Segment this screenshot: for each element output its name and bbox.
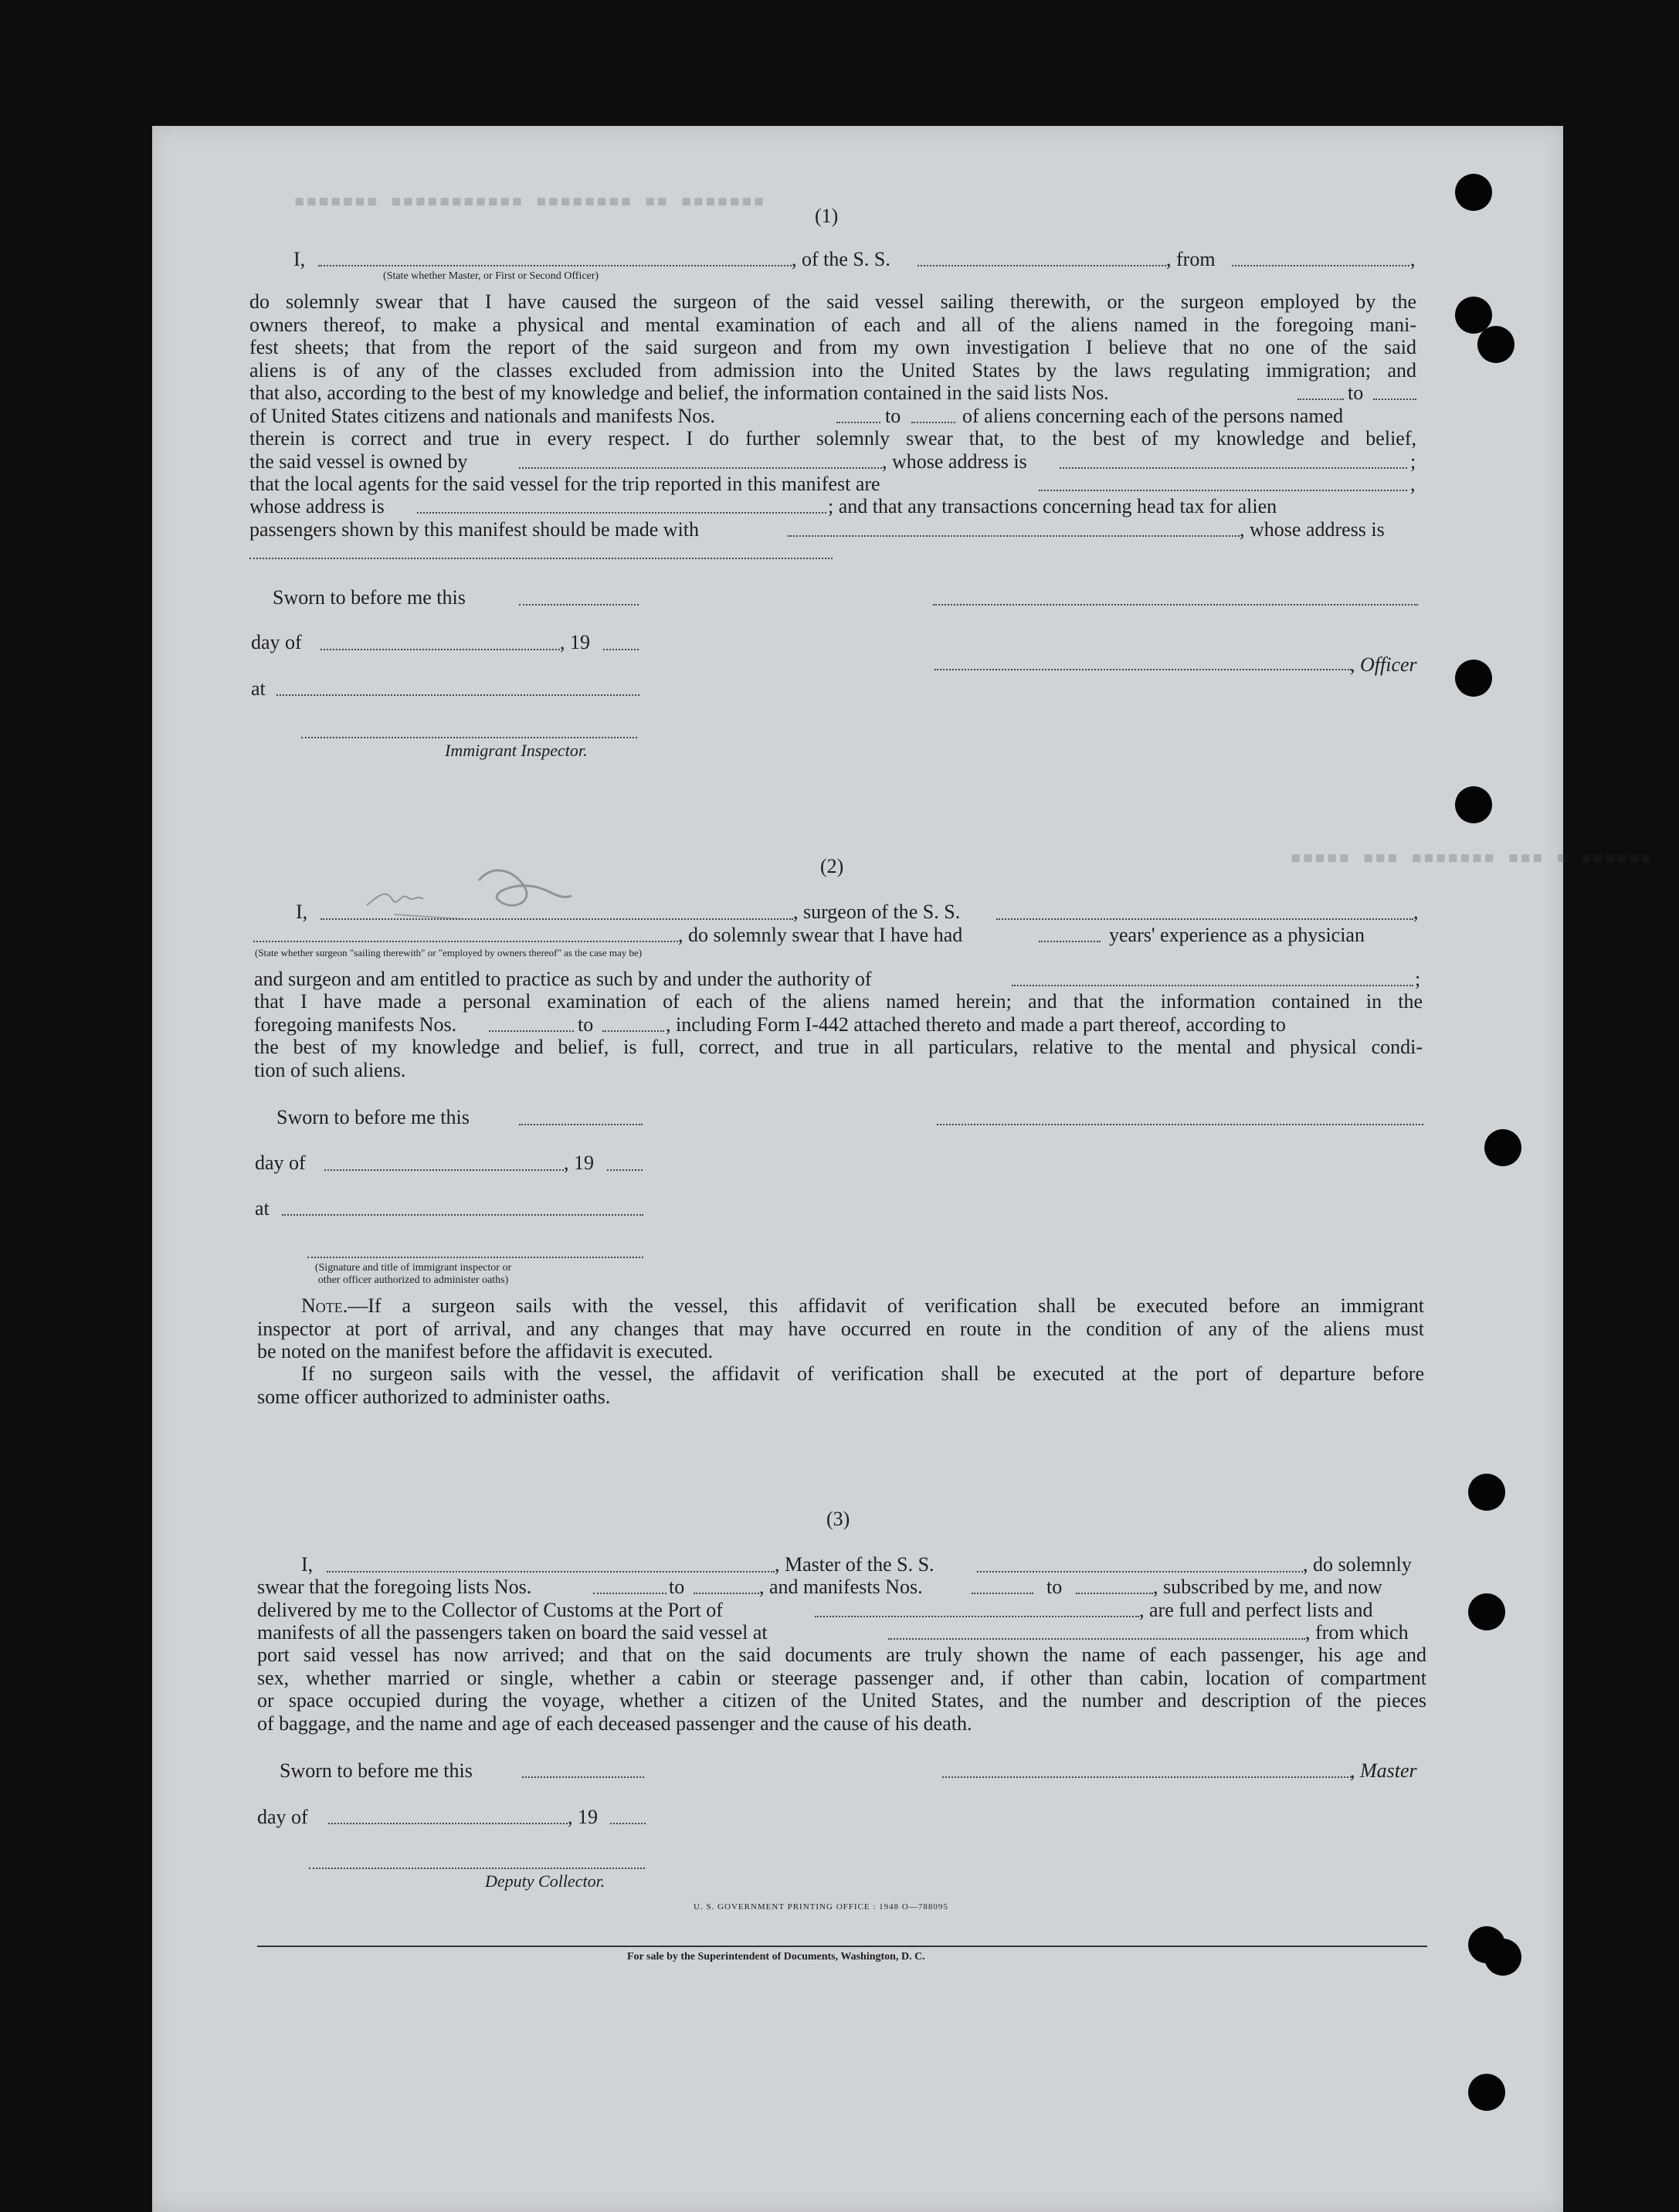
s2-authority-text: and surgeon and am entitled to practice as such by and under the authority of [254,968,872,990]
s1-at-label: at [251,677,266,700]
s2-year-label: , 19 [564,1152,594,1174]
s1-further-line [249,427,1416,450]
binder-hole [1455,786,1492,823]
s1-sworn-label: Sworn to before me this [273,586,466,609]
owner-address-field [1060,467,1407,469]
s3-lists-to-field [694,1593,759,1594]
s1-agents-text: that the local agents for the said vessel for the trip reported in this manifest are [249,473,880,495]
officer-label: , Officer [1350,653,1417,676]
s3-sworn-date-field [522,1776,644,1778]
s3-day-label: day of [257,1806,308,1828]
s3-day-field [328,1823,568,1824]
surgeon-status-field [253,941,678,942]
s2-examination-text: that I have made a personal examination of each of the aliens named herein; and that the information contained in the [254,990,1423,1013]
deputy-collector-label: Deputy Collector. [485,1871,605,1891]
s3-documents-paragraph [257,1644,1426,1712]
s1-manifests-text: of United States citizens and nationals and manifests Nos. [249,405,715,427]
surgeon-signature [363,857,595,919]
s1-year-field [603,649,639,650]
agents-field [1039,490,1407,491]
s2-note-paragraph [257,1294,1424,1340]
s2-examination-line [254,990,1423,1013]
agent-address-field [417,512,826,514]
s2-at-field [282,1214,643,1216]
s3-lists-text: swear that the foregoing lists Nos. [257,1576,532,1598]
headtax-party-field [788,535,1240,537]
s3-documents-line: or space occupied during the voyage, whether a citizen of the United States, and the number and description of the pieces [257,1689,1426,1712]
s2-note-line [257,1294,1424,1318]
s3-manifests-to-field [1076,1593,1153,1594]
s2-day-field [324,1169,564,1171]
s3-subscribed-text: , subscribed by me, and now [1153,1576,1382,1598]
master-name-field [327,1571,775,1572]
s2-manifests-text: foregoing manifests Nos. [254,1013,457,1036]
s2-manifests-to: to [578,1013,594,1036]
manifests-from-field [836,422,880,423]
s2-sworn-label: Sworn to before me this [276,1106,470,1128]
s3-lists-to: to [669,1576,685,1598]
s3-manifests-text: , and manifests Nos. [759,1576,923,1598]
s1-owner-end: ; [1410,450,1416,473]
printing-office-line: U. S. GOVERNMENT PRINTING OFFICE : 1948 O—788095 [694,1902,948,1912]
binder-hole [1477,326,1514,363]
footer-sale-notice: For sale by the Superintendent of Documents, Washington, D. C. [627,1951,925,1963]
binder-hole [1468,1593,1505,1630]
master-signature-field [942,1776,1352,1778]
s2-line2-oath: , do solemnly swear that I have had [678,924,963,946]
boarding-port-field [888,1638,1305,1640]
s2-line1-end: , [1413,901,1419,923]
s1-headtax-text: ; and that any transactions concerning head tax for alien [828,495,1277,517]
s1-oath-line: fest sheets; that from the report of the said surgeon and from my own investigation I believe that no one of the said [249,336,1416,358]
s2-line2-physician: years' experience as a physician [1109,924,1365,946]
section-number-1: (1) [815,205,839,227]
s3-boarded-text: manifests of all the passengers taken on board the said vessel at [257,1621,768,1644]
s2-note-line-3: be noted on the manifest before the affidavit is executed. [257,1340,714,1362]
s2-note-line-5: some officer authorized to administer oaths. [257,1386,611,1408]
s1-line1-ss: , of the S. S. [792,248,890,270]
bleed-through-text: ▪▪▪▪▪▪▪ ▪▪ ▪▪▪▪▪▪▪▪ ▪▪▪▪▪▪▪▪▪▪▪ ▪▪▪▪▪▪▪ [293,189,765,212]
s2-at-label: at [255,1197,270,1220]
s3-documents-line: port said vessel has now arrived; and that on the said documents are truly shown the name of each passenger, his age and [257,1644,1426,1666]
s2-note-line-4: If no surgeon sails with the vessel, the affidavit of verification shall be executed at the port of departure before [301,1362,1424,1385]
s2-line1-ss: , surgeon of the S. S. [793,901,961,923]
s3-lists-from-field [593,1593,667,1594]
s3-line1-swear: , do solemnly [1303,1553,1412,1576]
officer-title-field [318,265,792,266]
s1-headtax-address-text: , whose address is [1240,518,1385,541]
s1-further-text: therein is correct and true in every respect. I do further solemnly swear that, to the best of my knowledge and belief, [249,427,1416,450]
s3-from-which-text: , from which [1305,1621,1409,1644]
s3-baggage-text: of baggage, and the name and age of each deceased passenger and the cause of his death. [257,1712,972,1735]
s2-knowledge-line [254,1036,1423,1059]
s1-line1-end: , [1410,248,1416,270]
officer-signature-field [933,604,1418,606]
s1-oath-line: aliens is of any of the classes excluded from admission into the United States by the laws regulating immigration; and [249,358,1416,382]
s1-owned-text: the said vessel is owned by [249,450,468,473]
s3-year-label: , 19 [568,1806,598,1828]
from-port-field [1232,265,1409,266]
manifests-to-field [911,422,955,423]
note-head: Note. [301,1294,348,1317]
s2-sworn-date-field [519,1124,643,1125]
headtax-address-field [249,558,833,559]
port-field [815,1616,1139,1617]
s1-owner-address-text: , whose address is [882,450,1027,473]
footer-rule [257,1946,1427,1947]
lists-from-field [1297,399,1344,400]
s3-delivered-text: delivered by me to the Collector of Customs at the Port of [257,1599,723,1621]
s3-line1-ss: , Master of the S. S. [775,1553,934,1576]
officer-name-field [934,669,1352,670]
s2-manifests-to-field [602,1030,664,1032]
binder-hole [1455,174,1492,211]
s2-inspector-signature-field [307,1257,643,1258]
s2-day-label: day of [255,1152,306,1174]
years-experience-field [1039,941,1101,942]
master-label: , Master [1350,1759,1417,1782]
s2-line1-lead: I, [296,901,308,923]
s3-documents-line: sex, whether married or single, whether a cabin or steerage passenger and, if other than cabin, location of compartment [257,1666,1426,1689]
authority-field [1012,985,1413,986]
s1-year-label: , 19 [560,631,590,653]
s1-oath-paragraph [249,290,1416,382]
immigrant-inspector-label: Immigrant Inspector. [445,741,588,760]
s2-authority-end: ; [1415,968,1421,990]
s1-lists-text: that also, according to the best of my knowledge and belief, the information contained in the said lists Nos. [249,382,1109,404]
s3-year-field [610,1823,646,1824]
s2-aliens-text: tion of such aliens. [254,1059,406,1081]
s1-manifests-to: to [885,405,901,427]
s3-manifests-to: to [1046,1576,1063,1598]
s1-day-field [321,649,560,650]
s1-day-label: day of [251,631,302,653]
deputy-collector-signature-field [309,1868,645,1869]
lists-to-field [1373,399,1416,400]
note-line-1: —If a surgeon sails with the vessel, this affidavit of verification shall be executed before an immigrant [348,1294,1424,1317]
s1-manifests-rest: of aliens concerning each of the persons named [962,405,1344,427]
s3-line1-lead: I, [301,1553,314,1576]
s2-note-para-2 [257,1362,1424,1386]
binder-hole [1468,2074,1505,2111]
binder-hole [1484,1129,1521,1166]
s2-form-text: , including Form I-442 attached thereto and made a part thereof, according to [666,1013,1286,1036]
s2-signature-caption [309,1262,517,1287]
s1-sworn-date-field [519,604,639,606]
s2-signature-caption-line: other officer authorized to administer oaths) [317,1274,509,1286]
s1-agents-end: , [1410,473,1416,495]
s2-knowledge-text: the best of my knowledge and belief, is full, correct, and true in all particulars, relative to the mental and physical condi- [254,1036,1423,1058]
s3-sworn-label: Sworn to before me this [280,1759,473,1782]
officer-title-caption: (State whether Master, or First or Second Officer) [383,270,599,282]
binder-hole [1455,660,1492,697]
binder-hole [1468,1474,1505,1511]
s2-year-field [607,1169,643,1171]
section-number-2: (2) [820,855,844,877]
binder-hole [1484,1939,1521,1976]
s2-note-line: inspector at port of arrival, and any changes that may have occurred en route in the condition of any of the aliens must [257,1317,1424,1340]
s1-lists-to: to [1348,382,1364,404]
s2-signature-caption-line: (Signature and title of immigrant inspector or [314,1262,512,1274]
s1-line1-lead: I, [293,248,306,270]
s1-line1-from: , from [1166,248,1216,270]
s1-oath-line: do solemnly swear that I have caused the surgeon of the said vessel sailing therewith, or the surgeon employed by the [249,290,1416,313]
bleed-through-text: ▪▪▪▪▪▪ ▪ ▪▪▪ ▪▪▪▪▪▪▪ ▪▪▪ ▪▪▪▪▪ [1290,846,1653,869]
s3-vessel-name-field [977,1571,1303,1572]
s1-at-field [276,694,639,696]
section-number-3: (3) [826,1508,850,1530]
s3-perfect-text: , are full and perfect lists and [1139,1599,1373,1621]
vessel-name-field [918,265,1166,266]
surgeon-status-caption: (State whether surgeon "sailing therewith" or "employed by owners thereof" as the case may be) [255,947,643,958]
s1-oath-line: owners thereof, to make a physical and mental examination of each and all of the aliens named in the foregoing mani- [249,313,1416,336]
inspector-signature-field [301,737,637,738]
owner-field [519,467,882,469]
s1-agent-address-text: whose address is [249,495,385,517]
s2-manifests-from-field [489,1030,574,1032]
s3-manifests-from-field [972,1593,1033,1594]
s2-vessel-name-field [996,918,1413,920]
s1-passengers-text: passengers shown by this manifest should be made with [249,518,700,541]
surgeon-signature-field [937,1124,1423,1125]
